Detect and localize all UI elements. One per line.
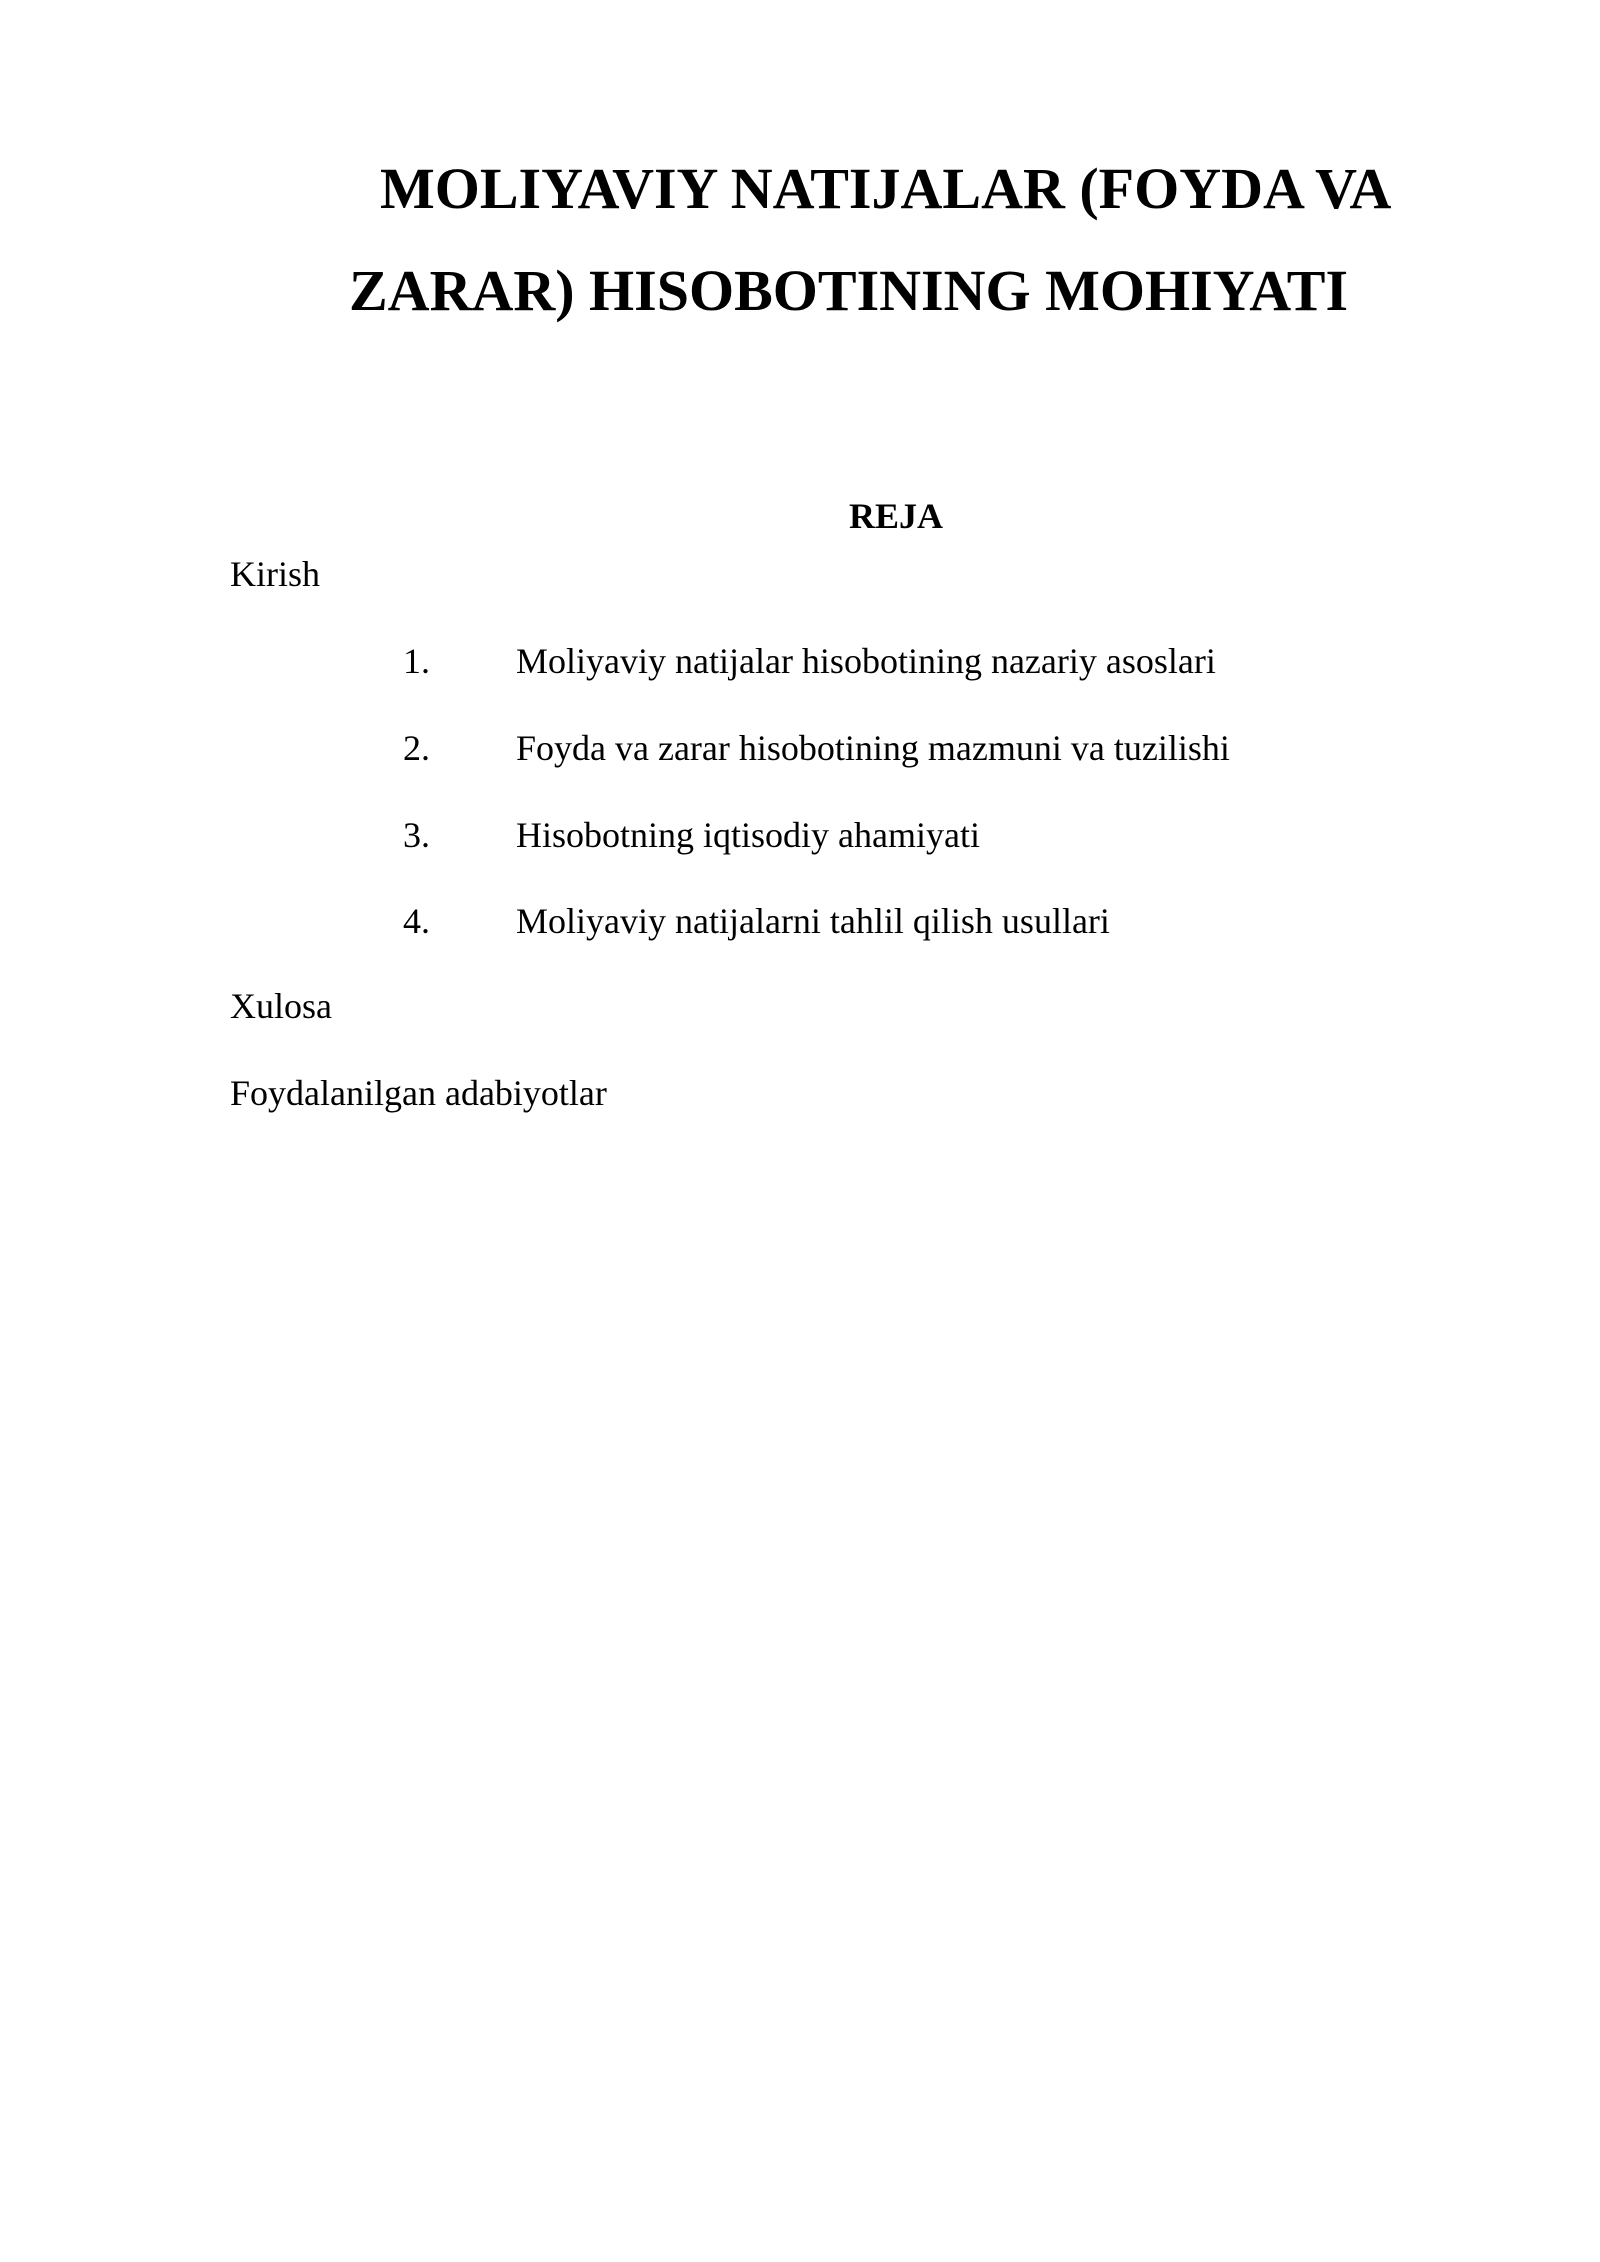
plan-item-text: Moliyaviy natijalarni tahlil qilish usullari — [516, 901, 1110, 941]
plan-item — [0, 730, 1400, 770]
document-title-line-2: ZARAR) HISOBOTINING MOHIYATI — [349, 258, 1349, 323]
plan-item — [0, 817, 1400, 857]
references-entry: Foydalanilgan adabiyotlar — [230, 1073, 607, 1113]
plan-item-text: Hisobotning iqtisodiy ahamiyati — [516, 815, 980, 855]
plan-item — [0, 903, 1400, 943]
plan-item-number: 3. — [403, 815, 430, 855]
plan-item-text: Foyda va zarar hisobotining mazmuni va tuzilishi — [516, 728, 1230, 768]
conclusion-entry: Xulosa — [230, 986, 332, 1026]
plan-item-number: 1. — [403, 641, 430, 681]
plan-item-text: Moliyaviy natijalar hisobotining nazariy asoslari — [516, 641, 1216, 681]
plan-item-number: 4. — [403, 901, 430, 941]
intro-entry: Kirish — [230, 554, 320, 594]
plan-heading: REJA — [849, 495, 944, 536]
document-title-line-1: MOLIYAVIY NATIJALAR (FOYDA VA — [380, 156, 1392, 221]
plan-item-number: 2. — [403, 728, 430, 768]
plan-item — [0, 643, 1400, 683]
